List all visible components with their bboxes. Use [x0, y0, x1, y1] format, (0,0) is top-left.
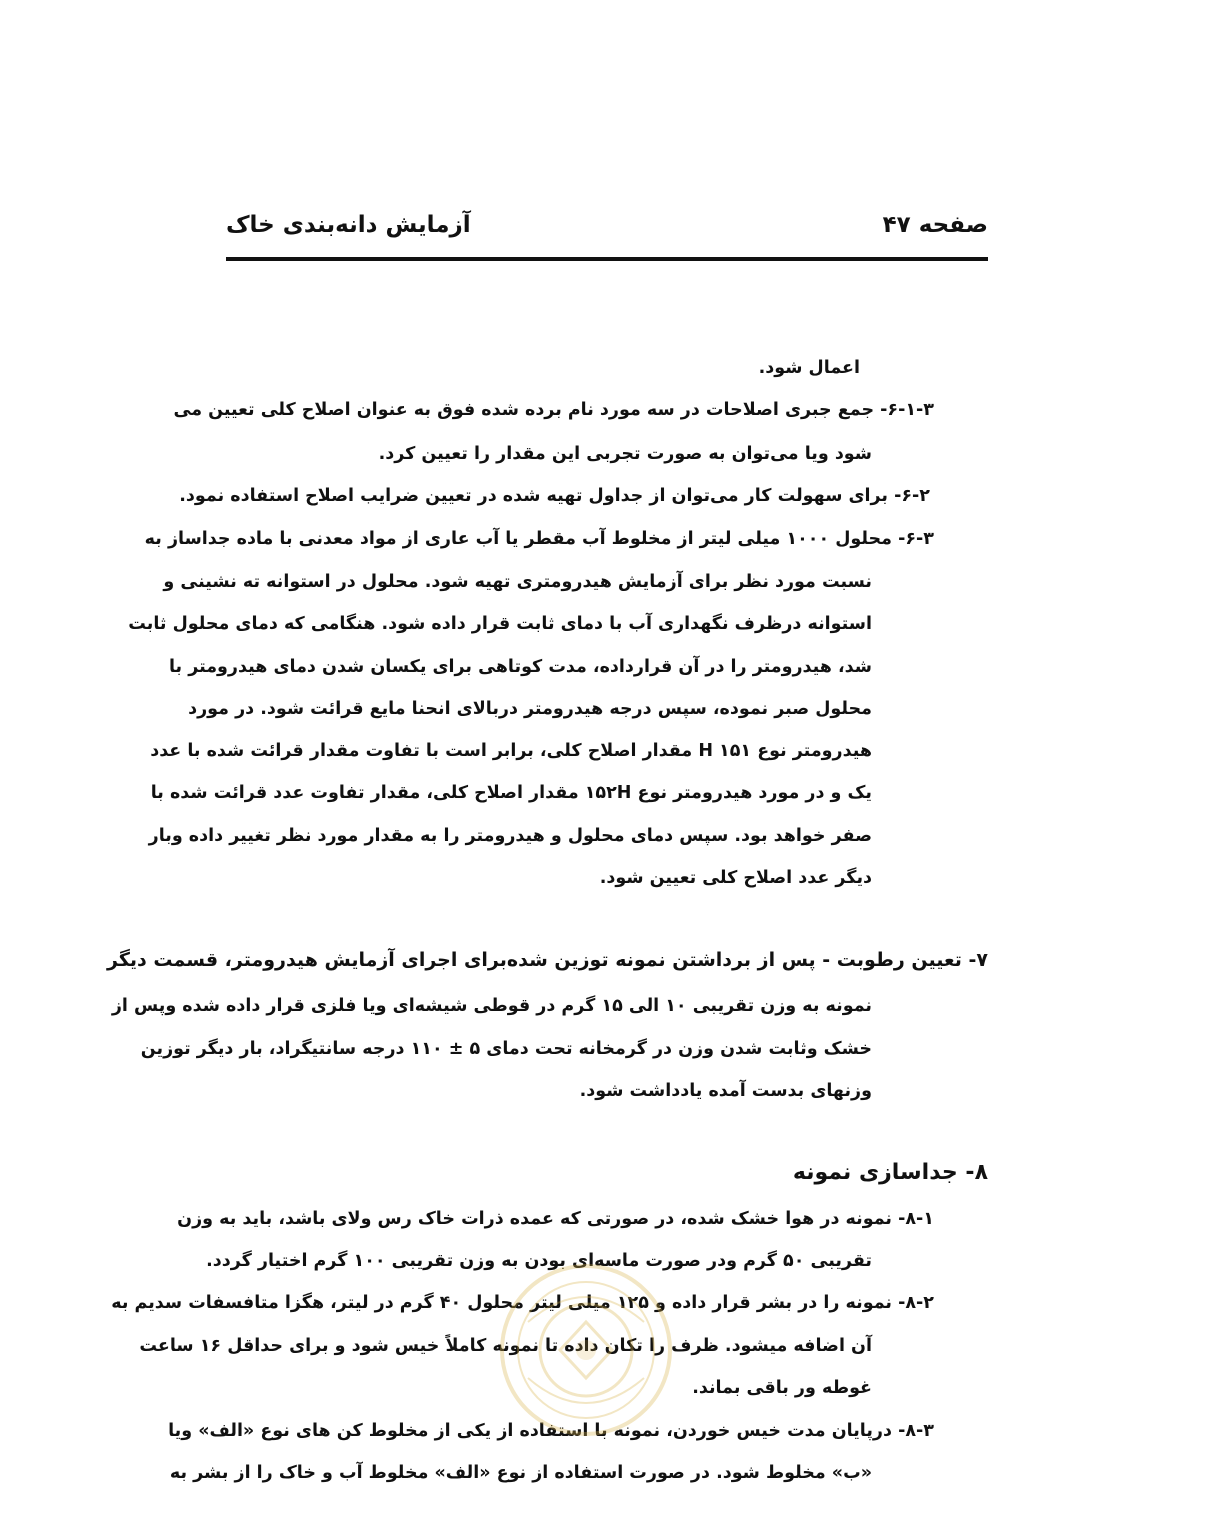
section-item-8-3: ۸-۳- درپایان مدت خیس خوردن، نمونه با استفاده از یکی از مخلوط کن های نوع «الف» ویا: [168, 1421, 934, 1441]
body-line: غوطه ور باقی بماند.: [692, 1378, 872, 1398]
body-line: تقریبی ۵۰ گرم ودر صورت ماسه‌ای بودن به وزن تقریبی ۱۰۰ گرم اختیار گردد.: [206, 1251, 872, 1271]
seal-emblem-icon: [498, 1262, 674, 1438]
body-line: اعمال شود.: [758, 358, 860, 378]
section-item-8-2: ۸-۲- نمونه را در بشر قرار داده و ۱۲۵ میلی لیتر محلول ۴۰ گرم در لیتر، هگزا متافسفات سدیم به: [111, 1293, 934, 1313]
running-title: آزمایش دانه‌بندی خاک: [226, 212, 471, 238]
section-item-6-2: ۶-۲- برای سهولت کار می‌توان از جداول تهیه شده در تعیین ضرایب اصلاح استفاده نمود.: [179, 486, 930, 506]
body-line: شد، هیدرومتر را در آن قرارداده، مدت کوتاهی برای یکسان شدن دمای هیدرومتر با: [168, 657, 872, 677]
body-line: خشک وثابت شدن وزن در گرمخانه تحت دمای ۵ ± ۱۱۰ درجه سانتیگراد، بار دیگر توزین: [140, 1039, 872, 1059]
body-line: نمونه به وزن تقریبی ۱۰ الی ۱۵ گرم در قوطی شیشه‌ای ویا فلزی قرار داده شده وپس از: [111, 996, 872, 1016]
section-heading-8: ۸- جداسازی نمونه: [792, 1160, 988, 1185]
body-line: یک و در مورد هیدرومتر نوع ۱۵۲H مقدار اصلاح کلی، مقدار تفاوت عدد قرائت شده با: [150, 783, 872, 803]
body-line: دیگر عدد اصلاح کلی تعیین شود.: [599, 868, 872, 888]
body-line: هیدرومتر نوع H ۱۵۱ مقدار اصلاح کلی، برابر است با تفاوت مقدار قرائت شده با عدد: [150, 741, 872, 761]
section-item-8-1: ۸-۱- نمونه در هوا خشک شده، در صورتی که عمده ذرات خاک رس ولای باشد، باید به وزن: [177, 1209, 934, 1229]
section-item-6-1-3: ۶-۱-۳- جمع جبری اصلاحات در سه مورد نام برده شده فوق به عنوان اصلاح کلی تعیین می: [173, 400, 934, 420]
body-line: نسبت مورد نظر برای آزمایش هیدرومتری تهیه شود. محلول در استوانه ته نشینی و: [163, 572, 872, 592]
body-line: آن اضافه میشود. ظرف را تکان داده تا نمونه کاملاً خیس شود و برای حداقل ۱۶ ساعت: [139, 1336, 872, 1356]
section-heading-7: ۷- تعیین رطوبت - پس از برداشتن نمونه توزین شده‌برای اجرای آزمایش هیدرومتر، قسمت دیگر: [107, 949, 988, 971]
body-line: وزنهای بدست آمده یادداشت شود.: [579, 1081, 872, 1101]
header-divider: [226, 257, 988, 261]
body-line: محلول صبر نموده، سپس درجه هیدرومتر دربالای انحنا مایع قرائت شود. در مورد: [188, 699, 872, 719]
body-line: «ب» مخلوط شود. در صورت استفاده از نوع «الف» مخلوط آب و خاک را از بشر به: [169, 1463, 872, 1483]
body-line: صفر خواهد بود. سپس دمای محلول و هیدرومتر را به مقدار مورد نظر تغییر داده وبار: [148, 826, 872, 846]
body-line: استوانه درظرف نگهداری آب با دمای ثابت قرار داده شود. هنگامی که دمای محلول ثابت: [128, 614, 872, 634]
page-number: صفحه ۴۷: [882, 212, 988, 238]
section-item-6-3: ۶-۳- محلول ۱۰۰۰ میلی لیتر از مخلوط آب مقطر یا آب عاری از مواد معدنی با ماده جداساز به: [144, 529, 934, 549]
body-line: شود ویا می‌توان به صورت تجربی این مقدار را تعیین کرد.: [378, 444, 872, 464]
